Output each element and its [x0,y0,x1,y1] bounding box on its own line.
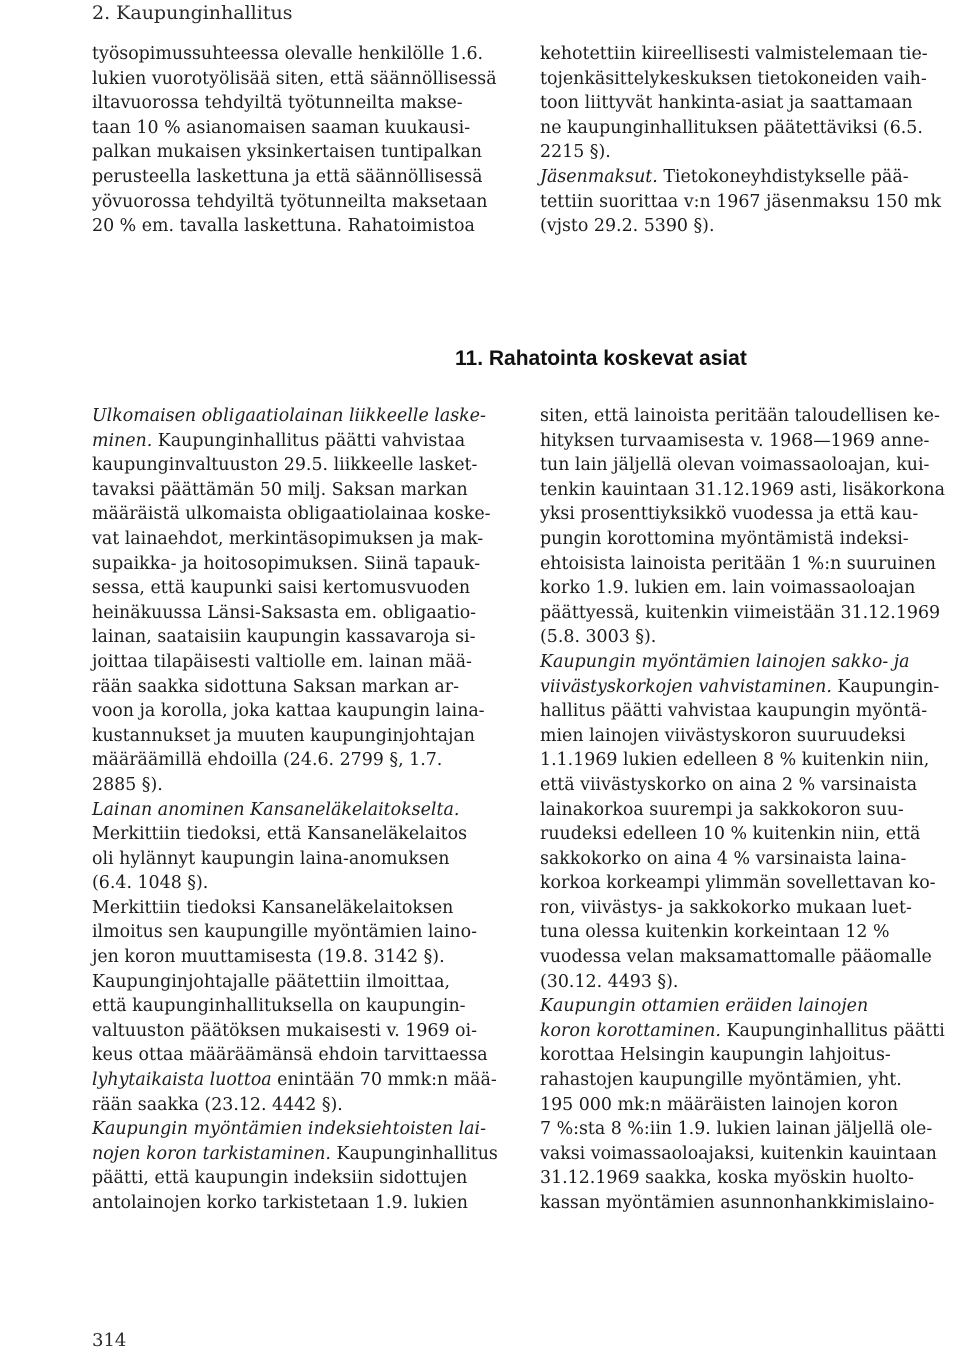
paragraph-title: viivästyskorkojen vahvistaminen. [540,676,832,697]
paragraph-title: koron korottaminen. [540,1020,721,1041]
text-line: määräistä ulkomaista obligaatiolainaa koske- [92,504,491,525]
p3-lines [92,896,504,970]
text-line: taan 10 % asianomaisen saaman kuukausi- [92,117,471,138]
text-line: pungin korottomina myöntämistä indeksi- [540,528,909,549]
text-line: hityksen turvaamisesta v. 1968—1969 anne- [540,430,930,451]
text-line: voon ja korolla, joka kattaa kaupungin laina- [92,701,485,722]
text-line: työsopimussuhteessa olevalle henkilölle 1.6. [92,44,484,64]
item-title: Jäsenmaksut. [540,166,658,187]
top-right-column [540,42,958,239]
p2-rest [540,699,958,994]
text-line: päätti, että kaupungin indeksiin sidottujen [92,1168,468,1189]
text-line: tojenkäsittelykeskuksen tietokoneiden vaih- [540,68,927,89]
p4-lines [92,970,504,1068]
text-line: rahastojen kaupungille myöntämien, yht. [540,1070,902,1091]
text-line: hallitus päätti vahvistaa kaupungin myöntä- [540,701,928,722]
text-line: (vjsto 29.2. 5390 §). [540,216,715,237]
paragraph-title: nojen koron tarkistaminen. [92,1143,331,1164]
text-line: yksi prosenttiyksikkö vuodessa ja että kau- [540,504,919,525]
text-line: että viivästyskorko on aina 2 % varsinaista [540,774,918,795]
text-line: 7 %:sta 8 %:iin 1.9. lukien lainan jäljellä ole- [540,1119,933,1140]
text-line: jen koron muuttamisesta (19.8. 3142 §). [92,947,445,968]
text-line: kustannukset ja muuten kaupunginjohtajan [92,725,475,746]
top-left-column [92,42,504,239]
text-line: rään saakka (23.12. 4442 §). [92,1094,343,1115]
text-line: ne kaupunginhallituksen päätettäviksi (6.5. [540,117,923,138]
text-line: 2215 §). [540,142,611,163]
text-fragment: Kaupunginhallitus [330,1143,498,1164]
text-line: 2885 §). [92,774,163,795]
paragraph-title: Kaupungin myöntämien indeksiehtoisten lai- [92,1119,486,1140]
text-line: Merkittiin tiedoksi Kansaneläkelaitoksen [92,897,454,918]
text-line [540,165,958,190]
text-fragment: enintään 70 mmk:n mää- [271,1070,497,1091]
text-line: Kaupunginjohtajalle päätettiin ilmoittaa, [92,971,450,992]
text-line: määräämillä ehdoilla (24.6. 2799 §, 1.7. [92,750,443,771]
text-line [92,1068,504,1093]
section-heading: 11. Rahatointa koskevat asiat [455,347,747,370]
text-line: mien lainojen viivästyskoron suuruudeksi [540,725,906,746]
text-line: 1.1.1969 lukien edelleen 8 % kuitenkin niin, [540,750,930,771]
text-line: iltavuorossa tehdyiltä työtunneilta makse- [92,93,463,114]
italic-phrase: lyhytaikaista luottoa [92,1070,272,1091]
text-line: 195 000 mk:n määräisten lainojen koron [540,1094,899,1115]
text-line: tettiin suorittaa v:n 1967 jäsenmaksu 150 mk [540,191,941,212]
text-line: joittaa tilapäisesti valtiolle em. lainan mää- [92,651,472,672]
p3-rest [540,1043,958,1215]
text-line: (6.4. 1048 §). [92,873,209,894]
paragraph-title: Kaupungin myöntämien lainojen sakko- ja [540,651,910,672]
p1-lines [540,404,958,650]
bottom-right-column [540,404,958,1216]
text-fragment: Kaupunginhallitus päätti [720,1020,945,1041]
text-line: rään saakka sidottuna Saksan markan ar- [92,676,459,697]
p2-lines [92,822,504,896]
text-line: lukien vuorotyölisää siten, että säännöllisessä [92,68,497,89]
text-line: tun lain jäljellä olevan voimassaoloajan, kui- [540,455,930,476]
text-fragment: Tietokoneyhdistykselle pää- [657,166,909,187]
text-line: että kaupunginhallituksella on kaupungin- [92,996,466,1017]
bottom-left-column [92,404,504,1216]
text-line: heinäkuussa Länsi-Saksasta em. obligaatio- [92,602,477,623]
text-line [540,675,958,700]
text-line: tenkin kauintaan 31.12.1969 asti, lisäkorkona [540,479,945,500]
text-line: (30.12. 4493 §). [540,971,679,992]
paragraph-title: Lainan anominen Kansaneläkelaitokselta. [92,799,460,820]
text-line: vuodessa velan maksamattomalle pääomalle [540,947,932,968]
p5-rest [92,1166,504,1215]
text-line: 31.12.1969 saakka, koska myöskin huolto- [540,1168,914,1189]
text-line: sakkokorko on aina 4 % varsinaista laina- [540,848,907,869]
text-line: siten, että lainoista peritään taloudellisen ke- [540,406,940,426]
text-line: päättyessä, kuitenkin viimeistään 31.12.1969 [540,602,941,623]
text-line [92,1142,504,1167]
text-line: lainan, saataisiin kaupungin kassavaroja si- [92,627,476,648]
text-line: tavaksi päättämän 50 milj. Saksan markan [92,479,468,500]
text-line: Merkittiin tiedoksi, että Kansaneläkelaitos [92,824,468,845]
text-line: toon liittyvät hankinta-asiat ja saattamaan [540,93,913,114]
text-line: sessa, että kaupunki saisi kertomusvuoden [92,578,471,599]
text-line [540,1019,958,1044]
running-header: 2. Kaupunginhallitus [92,2,293,24]
paragraph-title: Kaupungin ottamien eräiden lainojen [540,996,869,1017]
text-line: yövuorossa tehdyiltä työtunneilta maksetaan [92,191,488,212]
text-line: korko 1.9. lukien em. lain voimassaoloajan [540,578,916,599]
p1-rest [92,453,504,797]
text-line: tuna olessa kuitenkin korkeintaan 12 % [540,922,890,943]
text-line: kassan myöntämien asunnonhankkimislaino- [540,1193,935,1213]
text-line: 20 % em. tavalla laskettuna. Rahatoimistoa [92,216,475,237]
text-line: lainakorkoa suurempi ja sakkokoron suu- [540,799,904,820]
text-line: valtuuston päätöksen mukaisesti v. 1969 oi- [92,1020,477,1041]
text-line: vaksi voimassaoloajaksi, kuitenkin kauintaan [540,1143,937,1164]
text-line: perusteella laskettuna ja että säännöllisessä [92,166,483,187]
paragraph-title: minen. [92,430,153,451]
text-line: oli hylännyt kaupungin laina-anomuksen [92,848,450,869]
text-line: ilmoitus sen kaupungille myöntämien laino- [92,922,477,943]
text-fragment: Kaupungin- [831,676,940,697]
page-number: 314 [92,1330,127,1351]
text-line: korottaa Helsingin kaupungin lahjoitus- [540,1045,891,1066]
text-line: ehtoisista lainoista peritään 1 %:n suuruinen [540,553,936,574]
text-line: supaikka- ja hoitosopimuksen. Siinä tapauk- [92,553,481,574]
text-line: kaupunginvaltuuston 29.5. liikkeelle lasket- [92,455,478,476]
text-fragment: Kaupunginhallitus päätti vahvistaa [152,430,466,451]
text-line: ron, viivästys- ja sakkokorko mukaan luet- [540,897,912,918]
text-line: antolainojen korko tarkistetaan 1.9. lukien [92,1193,468,1213]
text-line [92,429,504,454]
text-line: vat lainaehdot, merkintäsopimuksen ja mak- [92,528,484,549]
text-line: korkoa korkeampi ylimmän sovellettavan ko- [540,873,936,894]
text-line: ruudeksi edelleen 10 % kuitenkin niin, että [540,824,921,845]
text-line: kehotettiin kiireellisesti valmistelemaan tie- [540,44,928,64]
paragraph-title: Ulkomaisen obligaatiolainan liikkeelle laske- [92,406,486,426]
text-line: palkan mukaisen yksinkertaisen tuntipalkan [92,142,482,163]
text-line: keus ottaa määräämänsä ehdoin tarvittaessa [92,1045,488,1066]
text-line: (5.8. 3003 §). [540,627,657,648]
